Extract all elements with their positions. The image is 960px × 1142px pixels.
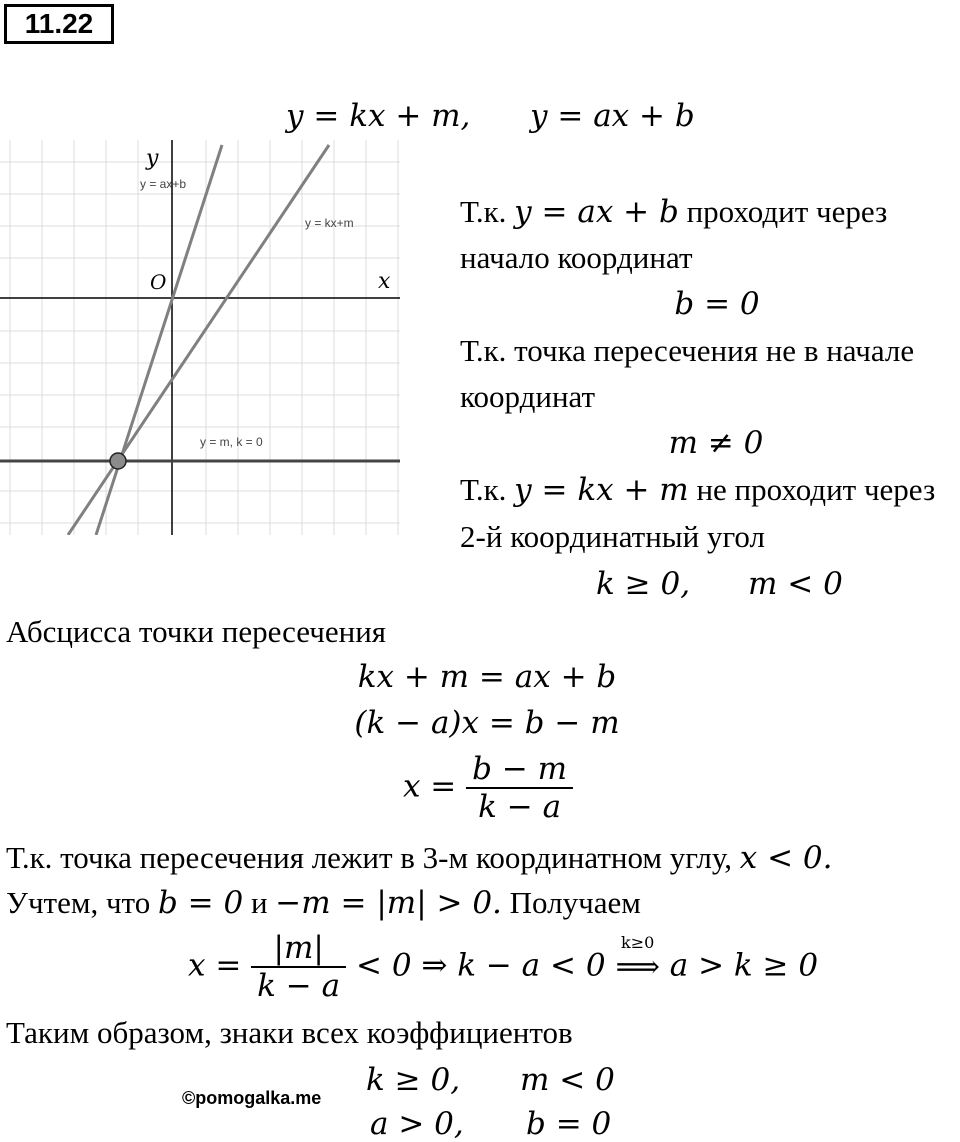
statement-1-suffix: проходит через — [686, 194, 888, 229]
sign-k: k ≥ 0, — [366, 1062, 461, 1098]
header-equation-1: y = kx + m, — [286, 98, 471, 134]
equation-1: kx + m = ax + b — [357, 659, 617, 695]
account-math-2: −m = |m| > 0. — [275, 885, 502, 921]
final-rhs-1: < 0 ⇒ k − a < 0 — [355, 947, 606, 984]
equation-3-lhs: x = — [402, 768, 457, 805]
line-ax-plus-b — [96, 145, 222, 535]
result-k-nonneg: k ≥ 0, — [596, 566, 691, 602]
final-numerator: |m| — [273, 930, 324, 966]
label-horizontal-line: y = m, k = 0 — [200, 435, 263, 449]
watermark: ©pomogalka.me — [182, 1088, 322, 1108]
intersection-point — [110, 453, 126, 469]
third-quadrant-math: x < 0. — [739, 840, 833, 876]
label-line-kx-plus-m: y = kx+m — [305, 216, 354, 230]
header-equation-2: y = ax + b — [530, 98, 695, 134]
account-statement — [6, 885, 641, 921]
third-quadrant-statement — [6, 840, 833, 876]
line-kx-plus-m — [68, 145, 329, 535]
implication-arrow-symbol: ⟹ — [615, 949, 660, 985]
final-rhs-2: a > k ≥ 0 — [669, 947, 819, 984]
label-line-ax-plus-b: y = ax+b — [140, 177, 187, 191]
statement-1-math: y = ax + b — [514, 194, 679, 230]
final-lhs: x = — [188, 947, 242, 984]
abscissa-heading: Абсцисса точки пересечения — [6, 614, 387, 649]
x-axis-label: x — [378, 269, 391, 294]
sign-b: b = 0 — [526, 1106, 612, 1142]
third-quadrant-text: Т.к. точка пересечения лежит в 3-м координатном углу, — [6, 840, 732, 875]
statement-3-math: y = kx + m — [514, 472, 689, 508]
statement-3-prefix: Т.к. — [460, 472, 507, 507]
account-text-3: Получаем — [509, 885, 641, 920]
equation-3-numerator: b − m — [472, 751, 568, 787]
statement-2-line-2: координат — [460, 379, 596, 414]
final-fraction — [251, 930, 346, 1004]
sign-m: m < 0 — [520, 1062, 615, 1098]
result-b-zero: b = 0 — [674, 286, 760, 322]
implication-arrow — [615, 933, 660, 985]
y-axis-label: y — [146, 146, 159, 171]
problem-number-badge: 11.22 — [4, 4, 114, 44]
implication-arrow-label: k≥0 — [621, 933, 655, 952]
coordinate-graph — [0, 140, 400, 535]
equation-2: (k − a)x = b − m — [354, 705, 620, 741]
equation-3-fraction — [466, 751, 573, 825]
final-inequality — [188, 930, 818, 1004]
statement-2-line-1: Т.к. точка пересечения не в начале — [460, 333, 915, 368]
result-m-negative: m < 0 — [748, 566, 843, 602]
statement-3-line-2: 2-й координатный угол — [460, 519, 765, 554]
result-m-nonzero: m ≠ 0 — [668, 425, 764, 461]
origin-label: O — [150, 270, 167, 294]
equation-3 — [403, 751, 573, 825]
statement-1-line-2: начало координат — [460, 240, 693, 275]
conclusion-heading: Таким образом, знаки всех коэффициентов — [6, 1015, 573, 1050]
final-denominator: k − a — [251, 966, 346, 1004]
account-math-1: b = 0 — [157, 885, 244, 921]
statement-3-line-1 — [460, 472, 935, 508]
account-text-1: Учтем, что — [6, 885, 151, 920]
sign-a: a > 0, — [370, 1106, 464, 1142]
statement-1-prefix: Т.к. — [460, 194, 507, 229]
account-text-2: и — [250, 885, 268, 920]
equation-3-denominator: k − a — [466, 787, 573, 825]
statement-3-suffix: не проходит через — [696, 472, 936, 507]
statement-1-line-1 — [460, 194, 887, 230]
